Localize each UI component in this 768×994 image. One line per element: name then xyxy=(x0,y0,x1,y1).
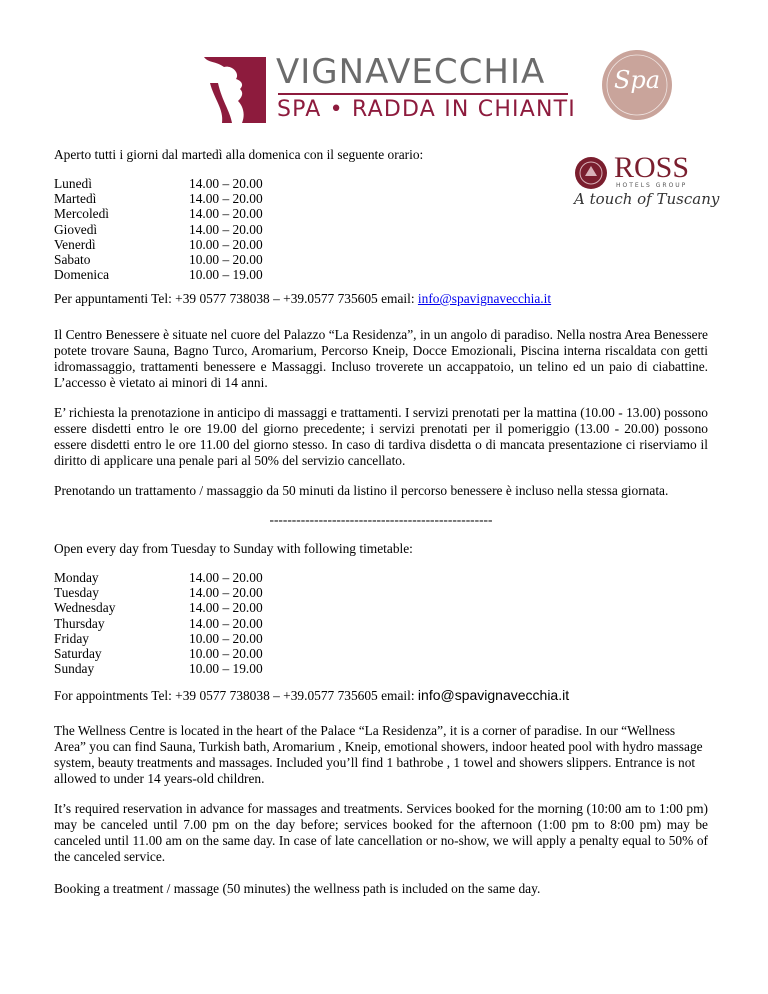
italian-paragraph-package: Prenotando un trattamento / massaggio da 50 minuti da listino il percorso benessere è incluso nella stessa giornata. xyxy=(54,483,669,498)
schedule-hours: 10.00 – 20.00 xyxy=(189,236,263,252)
english-paragraph-centre: The Wellness Centre is located in the heart of the Palace “La Residenza”, it is a corner of paradise. In our “Wellness Area” you can find Sauna, Turkish bath, Aromarium , Kneip, emotional showers, indoor heated pool with hydro massage system, beauty treatments and massages. Included you’ll find 1 bathrobe , 1 towel and showers slippers. Entrance is not allowed to under 14 years-old children. xyxy=(54,723,703,786)
schedule-day: Giovedì xyxy=(54,221,98,237)
schedule-day: Thursday xyxy=(54,615,105,631)
schedule-row xyxy=(54,206,309,221)
spa-badge-logo xyxy=(600,48,674,122)
brand-name: VIGNAVECCHIA xyxy=(276,52,546,92)
schedule-day: Sunday xyxy=(54,661,95,677)
schedule-day: Friday xyxy=(54,630,89,646)
schedule-row xyxy=(54,176,309,191)
schedule-hours: 10.00 – 19.00 xyxy=(189,661,263,677)
italian-intro: Aperto tutti i giorni dal martedì alla domenica con il seguente orario: xyxy=(54,147,424,162)
schedule-day: Lunedì xyxy=(54,176,92,191)
schedule-row xyxy=(54,222,309,237)
schedule-day: Tuesday xyxy=(54,585,99,601)
schedule-day: Domenica xyxy=(54,267,110,283)
schedule-hours: 10.00 – 20.00 xyxy=(189,252,263,268)
italian-contact-text: Per appuntamenti Tel: +39 0577 738038 – +39.0577 735605 email: xyxy=(54,291,418,306)
schedule-row xyxy=(54,237,309,252)
vignavecchia-logo xyxy=(200,50,576,132)
schedule-hours: 14.00 – 20.00 xyxy=(189,221,263,237)
english-contact xyxy=(54,687,708,704)
brand-subtitle: SPA • RADDA IN CHIANTI xyxy=(277,97,576,122)
schedule-row xyxy=(54,252,309,267)
italian-email-link[interactable]: info@spavignavecchia.it xyxy=(417,291,552,306)
schedule-row xyxy=(54,661,309,676)
italian-schedule xyxy=(54,176,309,282)
italian-paragraph-centre: Il Centro Benessere è situate nel cuore del Palazzo “La Residenza”, in un angolo di paradiso. Nella nostra Area Benessere potete trovare Sauna, Bagno Turco, Aromarium, Percorso Kneip, Docce Emozionali, Piscina interna riscaldata con getti idromassaggio, trattamenti benessere e Massaggi. Incluso troverete un accappatoio, un telino ed un paio di ciabattine. L’accesso è vietato ai minori di 14 anni. xyxy=(54,327,708,390)
schedule-day: Mercoledì xyxy=(54,206,110,222)
english-contact-text: For appointments Tel: +39 0577 738038 – +39.0577 735605 email: xyxy=(54,688,418,703)
schedule-row xyxy=(54,600,309,615)
english-schedule xyxy=(54,570,309,676)
ross-name: ROSS xyxy=(614,151,690,184)
italian-paragraph-booking: E’ richiesta la prenotazione in anticipo di massaggi e trattamenti. I servizi prenotati per la mattina (10.00 - 13.00) possono essere disdetti entro le ore 19.00 del giorno precedente; i servizi prenotati per il pomeriggio (13.00 - 20.00) possono essere disdetti entro le ore 11.00 del giorno stesso. In caso di tardiva disdetta o di mancata presentazione ci riserviamo il diritto di applicare una penale pari al 50% del servizio cancellato. xyxy=(54,405,708,468)
schedule-row xyxy=(54,585,309,600)
schedule-hours: 14.00 – 20.00 xyxy=(189,206,263,222)
schedule-hours: 10.00 – 19.00 xyxy=(189,267,263,283)
brand-divider xyxy=(278,93,568,95)
schedule-row xyxy=(54,191,309,206)
english-intro: Open every day from Tuesday to Sunday with following timetable: xyxy=(54,541,413,556)
face-profile-icon xyxy=(202,53,268,125)
schedule-row xyxy=(54,570,309,585)
schedule-hours: 14.00 – 20.00 xyxy=(189,176,263,191)
schedule-hours: 14.00 – 20.00 xyxy=(189,191,263,207)
schedule-hours: 14.00 – 20.00 xyxy=(189,600,263,616)
schedule-row xyxy=(54,646,309,661)
spa-badge-text: Spa xyxy=(613,66,661,94)
section-separator: -------------------------------------------------- xyxy=(269,512,493,527)
ross-hotels-logo xyxy=(574,151,720,214)
english-paragraph-package: Booking a treatment / massage (50 minutes) the wellness path is included on the same day. xyxy=(54,881,541,896)
schedule-hours: 14.00 – 20.00 xyxy=(189,585,263,601)
schedule-row xyxy=(54,267,309,282)
english-paragraph-booking: It’s required reservation in advance for massages and treatments. Services booked for the morning (10:00 am to 1:00 pm) may be canceled until 7.00 pm on the day before; services booked for the afternoon (1:00 pm to 8:00 pm) may be canceled until 11.00 am on the same day. In case of late cancellation or no-show, we will apply a penalty equal to 50% of the canceled service. xyxy=(54,801,708,864)
schedule-day: Wednesday xyxy=(54,600,116,616)
schedule-hours: 10.00 – 20.00 xyxy=(189,630,263,646)
english-email-text: info@spavignavecchia.it xyxy=(417,687,570,703)
ross-group-label: HOTELS GROUP xyxy=(616,182,688,189)
schedule-row xyxy=(54,616,309,631)
schedule-hours: 10.00 – 20.00 xyxy=(189,646,263,662)
schedule-day: Saturday xyxy=(54,646,102,662)
schedule-day: Sabato xyxy=(54,252,91,268)
italian-contact xyxy=(54,291,708,307)
schedule-hours: 14.00 – 20.00 xyxy=(189,570,263,585)
schedule-day: Venerdì xyxy=(54,236,96,252)
ross-tagline: A touch of Tuscany xyxy=(574,190,720,208)
schedule-day: Monday xyxy=(54,570,99,585)
schedule-day: Martedì xyxy=(54,191,97,207)
schedule-row xyxy=(54,631,309,646)
schedule-hours: 14.00 – 20.00 xyxy=(189,615,263,631)
